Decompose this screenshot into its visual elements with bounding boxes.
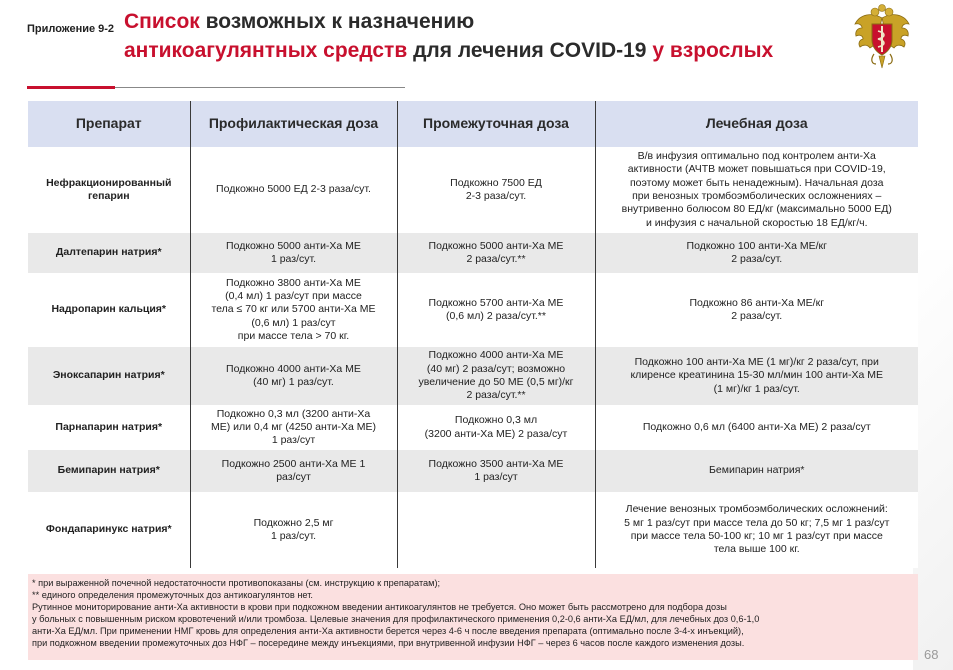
intermediate-dose-cell [397,492,595,568]
header-prophylactic: Профилактическая доза [190,101,397,147]
intermediate-dose-line: Подкожно 7500 ЕД [450,176,542,189]
page-title-line-1 [124,10,474,34]
therapeutic-dose-line: Подкожно 0,6 мл (6400 анти-Ха МЕ) 2 раза/сут [642,420,871,433]
decorative-background-shape [913,250,953,670]
prophylactic-dose-line: Подкожно 0,3 мл (3200 анти-Ха [216,407,371,420]
ministry-emblem-icon [852,4,912,70]
intermediate-dose-cell [397,233,595,273]
drug-name-cell: Фондапаринукс натрия* [28,492,190,568]
therapeutic-dose-cell [595,147,918,233]
prophylactic-dose-cell [190,492,397,568]
prophylactic-dose-line: раз/сут [276,471,311,483]
footnote-line: ** единого определения промежуточных доз антикоагулянтов нет. [32,589,313,600]
footnote-line: анти-Ха ЕД/мл. При применении НМГ кровь для определения анти-Ха активности берется через 4-6 ч после введения препарата (оптимально после 3-4-х инъекций), [32,625,744,636]
footnotes-box [28,574,918,660]
therapeutic-dose-line: при массе тела 50-100 кг; 10 мг 1 раз/сут при массе [630,530,883,542]
table-row [28,492,918,568]
intermediate-dose-line: Подкожно 4000 анти-Ха МЕ [428,349,564,362]
prophylactic-dose-cell [190,273,397,347]
therapeutic-dose-line: Подкожно 86 анти-Ха МЕ/кг [689,296,825,309]
therapeutic-dose-line: В/в инфузия оптимально под контролем анти-Ха [637,150,876,163]
prophylactic-dose-line: (40 мг) 1 раз/сут. [253,376,334,388]
therapeutic-dose-cell [595,492,918,568]
drug-name-cell: Бемипарин натрия* [28,450,190,492]
drug-name-cell: Нефракционированный гепарин [28,147,190,233]
therapeutic-dose-line: активности (АЧТВ может повышаться при COVID-19, [627,163,886,176]
drug-name-cell: Надропарин кальция* [28,273,190,347]
intermediate-dose-cell [397,347,595,405]
intermediate-dose-line: (0,6 мл) 2 раза/сут.** [446,310,546,322]
title-red-text-2: у взрослых [646,39,774,62]
table-row [28,273,918,347]
therapeutic-dose-cell [595,273,918,347]
appendix-label: Приложение 9-2 [27,23,115,35]
title-dark-text-2: для лечения COVID-19 [407,39,647,62]
therapeutic-dose-cell [595,450,918,492]
drug-name-cell: Далтепарин натрия* [28,233,190,273]
prophylactic-dose-line: Подкожно 2500 анти-Ха МЕ 1 [221,457,366,470]
prophylactic-dose-cell [190,147,397,233]
table-row [28,147,918,233]
intermediate-dose-line: Подкожно 5000 анти-Ха МЕ [428,239,564,252]
page-title-line-2 [124,39,773,63]
prophylactic-dose-line: (0,6 мл) 1 раз/сут [251,316,336,329]
header-drug: Препарат [28,101,190,147]
therapeutic-dose-line: Лечение венозных тромбоэмболических осложнений: [625,503,888,516]
therapeutic-dose-line: поэтому может быть ненадежным). Начальная доза [629,176,884,189]
header-intermediate: Промежуточная доза [397,101,595,147]
intermediate-dose-line: (3200 анти-Ха МЕ) 2 раза/сут [424,427,568,440]
therapeutic-dose-line: 5 мг 1 раз/сут при массе тела до 50 кг; 7,5 мг 1 раз/сут [624,516,890,529]
header-therapeutic: Лечебная доза [595,101,918,147]
title-underline-accent [27,86,115,89]
therapeutic-dose-line: Бемипарин натрия* [709,464,805,477]
table-row [28,347,918,405]
therapeutic-dose-line: и инфузия с начальной скоростью 18 ЕД/кг/ч. [645,216,868,229]
table-header-row [28,101,918,147]
therapeutic-dose-line: Подкожно 100 анти-Ха МЕ/кг [686,239,827,252]
title-red-word: Список [124,10,200,33]
title-underline [115,87,405,88]
footnote-line: * при выраженной почечной недостаточности противопоказаны (см. инструкцию к препаратам); [32,578,441,588]
therapeutic-dose-line: клиренсе креатинина 15-30 мл/мин 100 анти-Ха МЕ [630,369,884,382]
prophylactic-dose-cell [190,347,397,405]
intermediate-dose-cell [397,147,595,233]
therapeutic-dose-line: 2 раза/сут. [731,310,783,322]
prophylactic-dose-cell [190,450,397,492]
prophylactic-dose-line: 1 раз/сут. [270,253,317,265]
intermediate-dose-cell [397,450,595,492]
prophylactic-dose-line: тела ≤ 70 кг или 5700 анти-Ха МЕ [211,303,376,316]
prophylactic-dose-line: (0,4 мл) 1 раз/сут при массе [225,290,362,302]
intermediate-dose-line: Подкожно 3500 анти-Ха МЕ [428,457,564,470]
intermediate-dose-line: увеличение до 50 МЕ (0,5 мг)/кг [418,376,574,388]
intermediate-dose-line: 2 раза/сут.** [466,389,526,402]
title-dark-text: возможных к назначению [199,10,475,33]
prophylactic-dose-cell [190,405,397,450]
therapeutic-dose-cell [595,233,918,273]
therapeutic-dose-cell [595,347,918,405]
therapeutic-dose-line: тела выше 100 кг. [713,543,800,556]
drug-name-cell: Эноксапарин натрия* [28,347,190,405]
therapeutic-dose-line: (1 мг)/кг 1 раз/сут. [713,382,800,395]
intermediate-dose-line: (40 мг) 2 раза/сут; возможно [426,362,566,375]
footnote-line: Рутинное мониторирование анти-Ха активности в крови при подкожном введении антикоагулянтов не требуется. Оно может быть рассмотрено для подбора дозы [32,601,727,612]
intermediate-dose-line: 2-3 раза/сут. [465,190,527,202]
prophylactic-dose-line: Подкожно 5000 анти-Ха МЕ [226,239,361,252]
title-red-text: антикоагулянтных средств [124,39,408,62]
intermediate-dose-line: 2 раза/сут.** [466,253,526,265]
intermediate-dose-cell [397,273,595,347]
drug-name-cell: Парнапарин натрия* [28,405,190,450]
table-row [28,233,918,273]
therapeutic-dose-cell [595,405,918,450]
footnote-line: у больных с повышенным риском кровотечений и/или тромбоза. Целевые значения для профилактического применения 0,2-0,6 анти-Ха ЕД/мл, для лечебных доз 0,6-1,0 [32,613,760,624]
intermediate-dose-line: Подкожно 5700 анти-Ха МЕ [428,296,564,309]
intermediate-dose-cell [397,405,595,450]
prophylactic-dose-line: Подкожно 4000 анти-Ха МЕ [226,362,361,375]
prophylactic-dose-line: МЕ) или 0,4 мг (4250 анти-Ха МЕ) [210,420,376,433]
prophylactic-dose-line: Подкожно 2,5 мг [253,516,334,529]
intermediate-dose-line: Подкожно 0,3 мл [454,414,538,427]
prophylactic-dose-line: Подкожно 3800 анти-Ха МЕ [226,276,361,289]
prophylactic-dose-line: 1 раз/сут [271,434,316,447]
anticoagulant-table [28,101,918,568]
prophylactic-dose-line: 1 раз/сут. [270,530,317,542]
intermediate-dose-line: 1 раз/сут [474,471,518,483]
table-row [28,450,918,492]
prophylactic-dose-cell [190,233,397,273]
therapeutic-dose-line: 2 раза/сут. [731,253,783,265]
page-number: 68 [924,647,939,662]
prophylactic-dose-line: при массе тела > 70 кг. [237,329,350,342]
therapeutic-dose-line: Подкожно 100 анти-Ха МЕ (1 мг)/кг 2 раза/сут, при [634,356,879,368]
therapeutic-dose-line: внутривенно болюсом 80 ЕД/кг (максимально 5000 ЕД) [621,203,892,216]
therapeutic-dose-line: при венозных тромбоэмболических осложнениях – [632,190,882,202]
prophylactic-dose-line: Подкожно 5000 ЕД 2-3 раза/сут. [216,183,371,196]
table-row [28,405,918,450]
slide-header [0,0,953,95]
footnote-line: при подкожном введении промежуточных доз НФГ – посередине между инъекциями, при внутривенной инфузии НФГ – через 6 часов после каждого изменения дозы. [32,637,745,648]
